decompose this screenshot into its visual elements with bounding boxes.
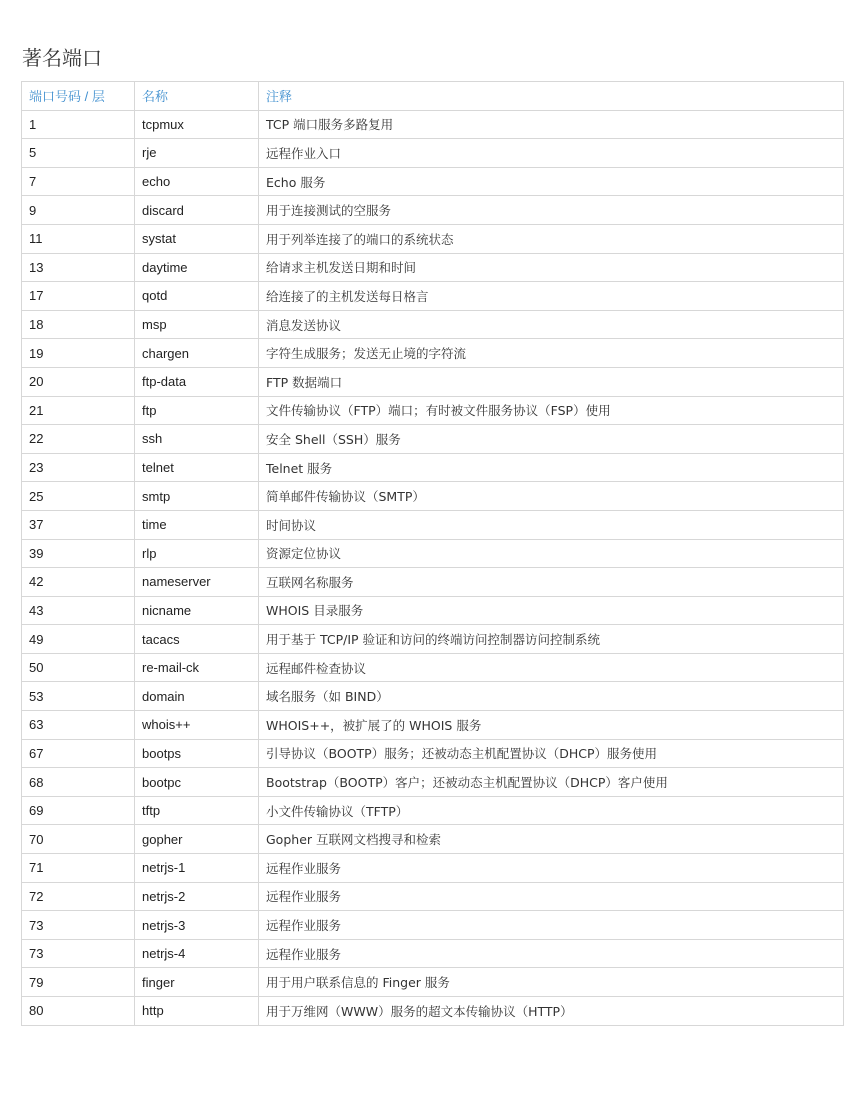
name-cell: bootps: [135, 739, 259, 768]
page-title: 著名端口: [22, 46, 102, 70]
port-cell: 43: [22, 596, 135, 625]
name-cell: ftp: [135, 396, 259, 425]
port-cell: 20: [22, 367, 135, 396]
port-cell: 67: [22, 739, 135, 768]
note-cell: 远程作业服务: [259, 854, 844, 883]
name-cell: msp: [135, 310, 259, 339]
table-row: [22, 882, 844, 911]
note-cell: 远程作业服务: [259, 911, 844, 940]
name-cell: netrjs-4: [135, 939, 259, 968]
note-cell: 安全 Shell（SSH）服务: [259, 425, 844, 454]
note-cell: WHOIS++，被扩展了的 WHOIS 服务: [259, 711, 844, 740]
port-cell: 22: [22, 425, 135, 454]
table-row: [22, 539, 844, 568]
table-row: [22, 282, 844, 311]
note-cell: 时间协议: [259, 510, 844, 539]
name-cell: discard: [135, 196, 259, 225]
port-cell: 23: [22, 453, 135, 482]
name-cell: echo: [135, 167, 259, 196]
port-cell: 5: [22, 139, 135, 168]
table-row: [22, 453, 844, 482]
table-row: [22, 825, 844, 854]
note-cell: 给请求主机发送日期和时间: [259, 253, 844, 282]
name-cell: nicname: [135, 596, 259, 625]
port-cell: 70: [22, 825, 135, 854]
name-cell: ssh: [135, 425, 259, 454]
ports-table: [21, 81, 844, 1026]
note-cell: Gopher 互联网文档搜寻和检索: [259, 825, 844, 854]
note-cell: 远程作业入口: [259, 139, 844, 168]
name-cell: chargen: [135, 339, 259, 368]
table-row: [22, 939, 844, 968]
name-cell: gopher: [135, 825, 259, 854]
name-cell: finger: [135, 968, 259, 997]
note-cell: 用于列举连接了的端口的系统状态: [259, 224, 844, 253]
note-cell: 小文件传输协议（TFTP）: [259, 796, 844, 825]
table-row: [22, 854, 844, 883]
port-cell: 63: [22, 711, 135, 740]
name-cell: telnet: [135, 453, 259, 482]
table-row: [22, 796, 844, 825]
port-cell: 39: [22, 539, 135, 568]
table-row: [22, 739, 844, 768]
note-cell: Echo 服务: [259, 167, 844, 196]
name-cell: rje: [135, 139, 259, 168]
note-cell: 资源定位协议: [259, 539, 844, 568]
name-cell: http: [135, 997, 259, 1026]
name-cell: whois++: [135, 711, 259, 740]
name-cell: netrjs-2: [135, 882, 259, 911]
table-header-row: [22, 82, 844, 111]
table-row: [22, 682, 844, 711]
port-cell: 79: [22, 968, 135, 997]
note-cell: 用于基于 TCP/IP 验证和访问的终端访问控制器访问控制系统: [259, 625, 844, 654]
name-cell: tacacs: [135, 625, 259, 654]
note-cell: 引导协议（BOOTP）服务；还被动态主机配置协议（DHCP）服务使用: [259, 739, 844, 768]
name-cell: netrjs-3: [135, 911, 259, 940]
name-cell: netrjs-1: [135, 854, 259, 883]
table-row: [22, 482, 844, 511]
note-cell: Bootstrap（BOOTP）客户；还被动态主机配置协议（DHCP）客户使用: [259, 768, 844, 797]
port-cell: 71: [22, 854, 135, 883]
name-cell: nameserver: [135, 568, 259, 597]
note-cell: 消息发送协议: [259, 310, 844, 339]
header-note: 注释: [259, 82, 844, 111]
header-port: 端口号码 / 层: [22, 82, 135, 111]
port-cell: 19: [22, 339, 135, 368]
name-cell: domain: [135, 682, 259, 711]
table-row: [22, 196, 844, 225]
port-cell: 42: [22, 568, 135, 597]
table-row: [22, 625, 844, 654]
port-cell: 9: [22, 196, 135, 225]
note-cell: 远程邮件检查协议: [259, 653, 844, 682]
port-cell: 73: [22, 939, 135, 968]
port-cell: 68: [22, 768, 135, 797]
note-cell: WHOIS 目录服务: [259, 596, 844, 625]
port-cell: 1: [22, 110, 135, 139]
name-cell: systat: [135, 224, 259, 253]
table-row: [22, 110, 844, 139]
note-cell: 用于连接测试的空服务: [259, 196, 844, 225]
header-name: 名称: [135, 82, 259, 111]
port-cell: 49: [22, 625, 135, 654]
name-cell: daytime: [135, 253, 259, 282]
table-row: [22, 653, 844, 682]
port-cell: 25: [22, 482, 135, 511]
name-cell: tftp: [135, 796, 259, 825]
note-cell: TCP 端口服务多路复用: [259, 110, 844, 139]
port-cell: 7: [22, 167, 135, 196]
name-cell: re-mail-ck: [135, 653, 259, 682]
port-cell: 11: [22, 224, 135, 253]
table-row: [22, 425, 844, 454]
name-cell: qotd: [135, 282, 259, 311]
table-row: [22, 310, 844, 339]
name-cell: tcpmux: [135, 110, 259, 139]
table-row: [22, 911, 844, 940]
note-cell: FTP 数据端口: [259, 367, 844, 396]
table-row: [22, 253, 844, 282]
note-cell: 字符生成服务；发送无止境的字符流: [259, 339, 844, 368]
note-cell: 远程作业服务: [259, 882, 844, 911]
port-cell: 69: [22, 796, 135, 825]
table-row: [22, 568, 844, 597]
note-cell: 用于用户联系信息的 Finger 服务: [259, 968, 844, 997]
port-cell: 73: [22, 911, 135, 940]
table-row: [22, 596, 844, 625]
note-cell: 用于万维网（WWW）服务的超文本传输协议（HTTP）: [259, 997, 844, 1026]
port-cell: 13: [22, 253, 135, 282]
table-row: [22, 768, 844, 797]
port-cell: 53: [22, 682, 135, 711]
name-cell: ftp-data: [135, 367, 259, 396]
name-cell: rlp: [135, 539, 259, 568]
port-cell: 17: [22, 282, 135, 311]
note-cell: 简单邮件传输协议（SMTP）: [259, 482, 844, 511]
name-cell: time: [135, 510, 259, 539]
table-row: [22, 367, 844, 396]
port-cell: 80: [22, 997, 135, 1026]
note-cell: 互联网名称服务: [259, 568, 844, 597]
note-cell: Telnet 服务: [259, 453, 844, 482]
table-row: [22, 224, 844, 253]
table-row: [22, 167, 844, 196]
table-row: [22, 396, 844, 425]
note-cell: 文件传输协议（FTP）端口；有时被文件服务协议（FSP）使用: [259, 396, 844, 425]
name-cell: smtp: [135, 482, 259, 511]
port-cell: 18: [22, 310, 135, 339]
table-row: [22, 339, 844, 368]
port-cell: 72: [22, 882, 135, 911]
table-row: [22, 711, 844, 740]
port-cell: 21: [22, 396, 135, 425]
note-cell: 给连接了的主机发送每日格言: [259, 282, 844, 311]
table-row: [22, 510, 844, 539]
table-row: [22, 968, 844, 997]
name-cell: bootpc: [135, 768, 259, 797]
table-row: [22, 139, 844, 168]
note-cell: 域名服务（如 BIND）: [259, 682, 844, 711]
table-row: [22, 997, 844, 1026]
port-cell: 50: [22, 653, 135, 682]
note-cell: 远程作业服务: [259, 939, 844, 968]
port-cell: 37: [22, 510, 135, 539]
